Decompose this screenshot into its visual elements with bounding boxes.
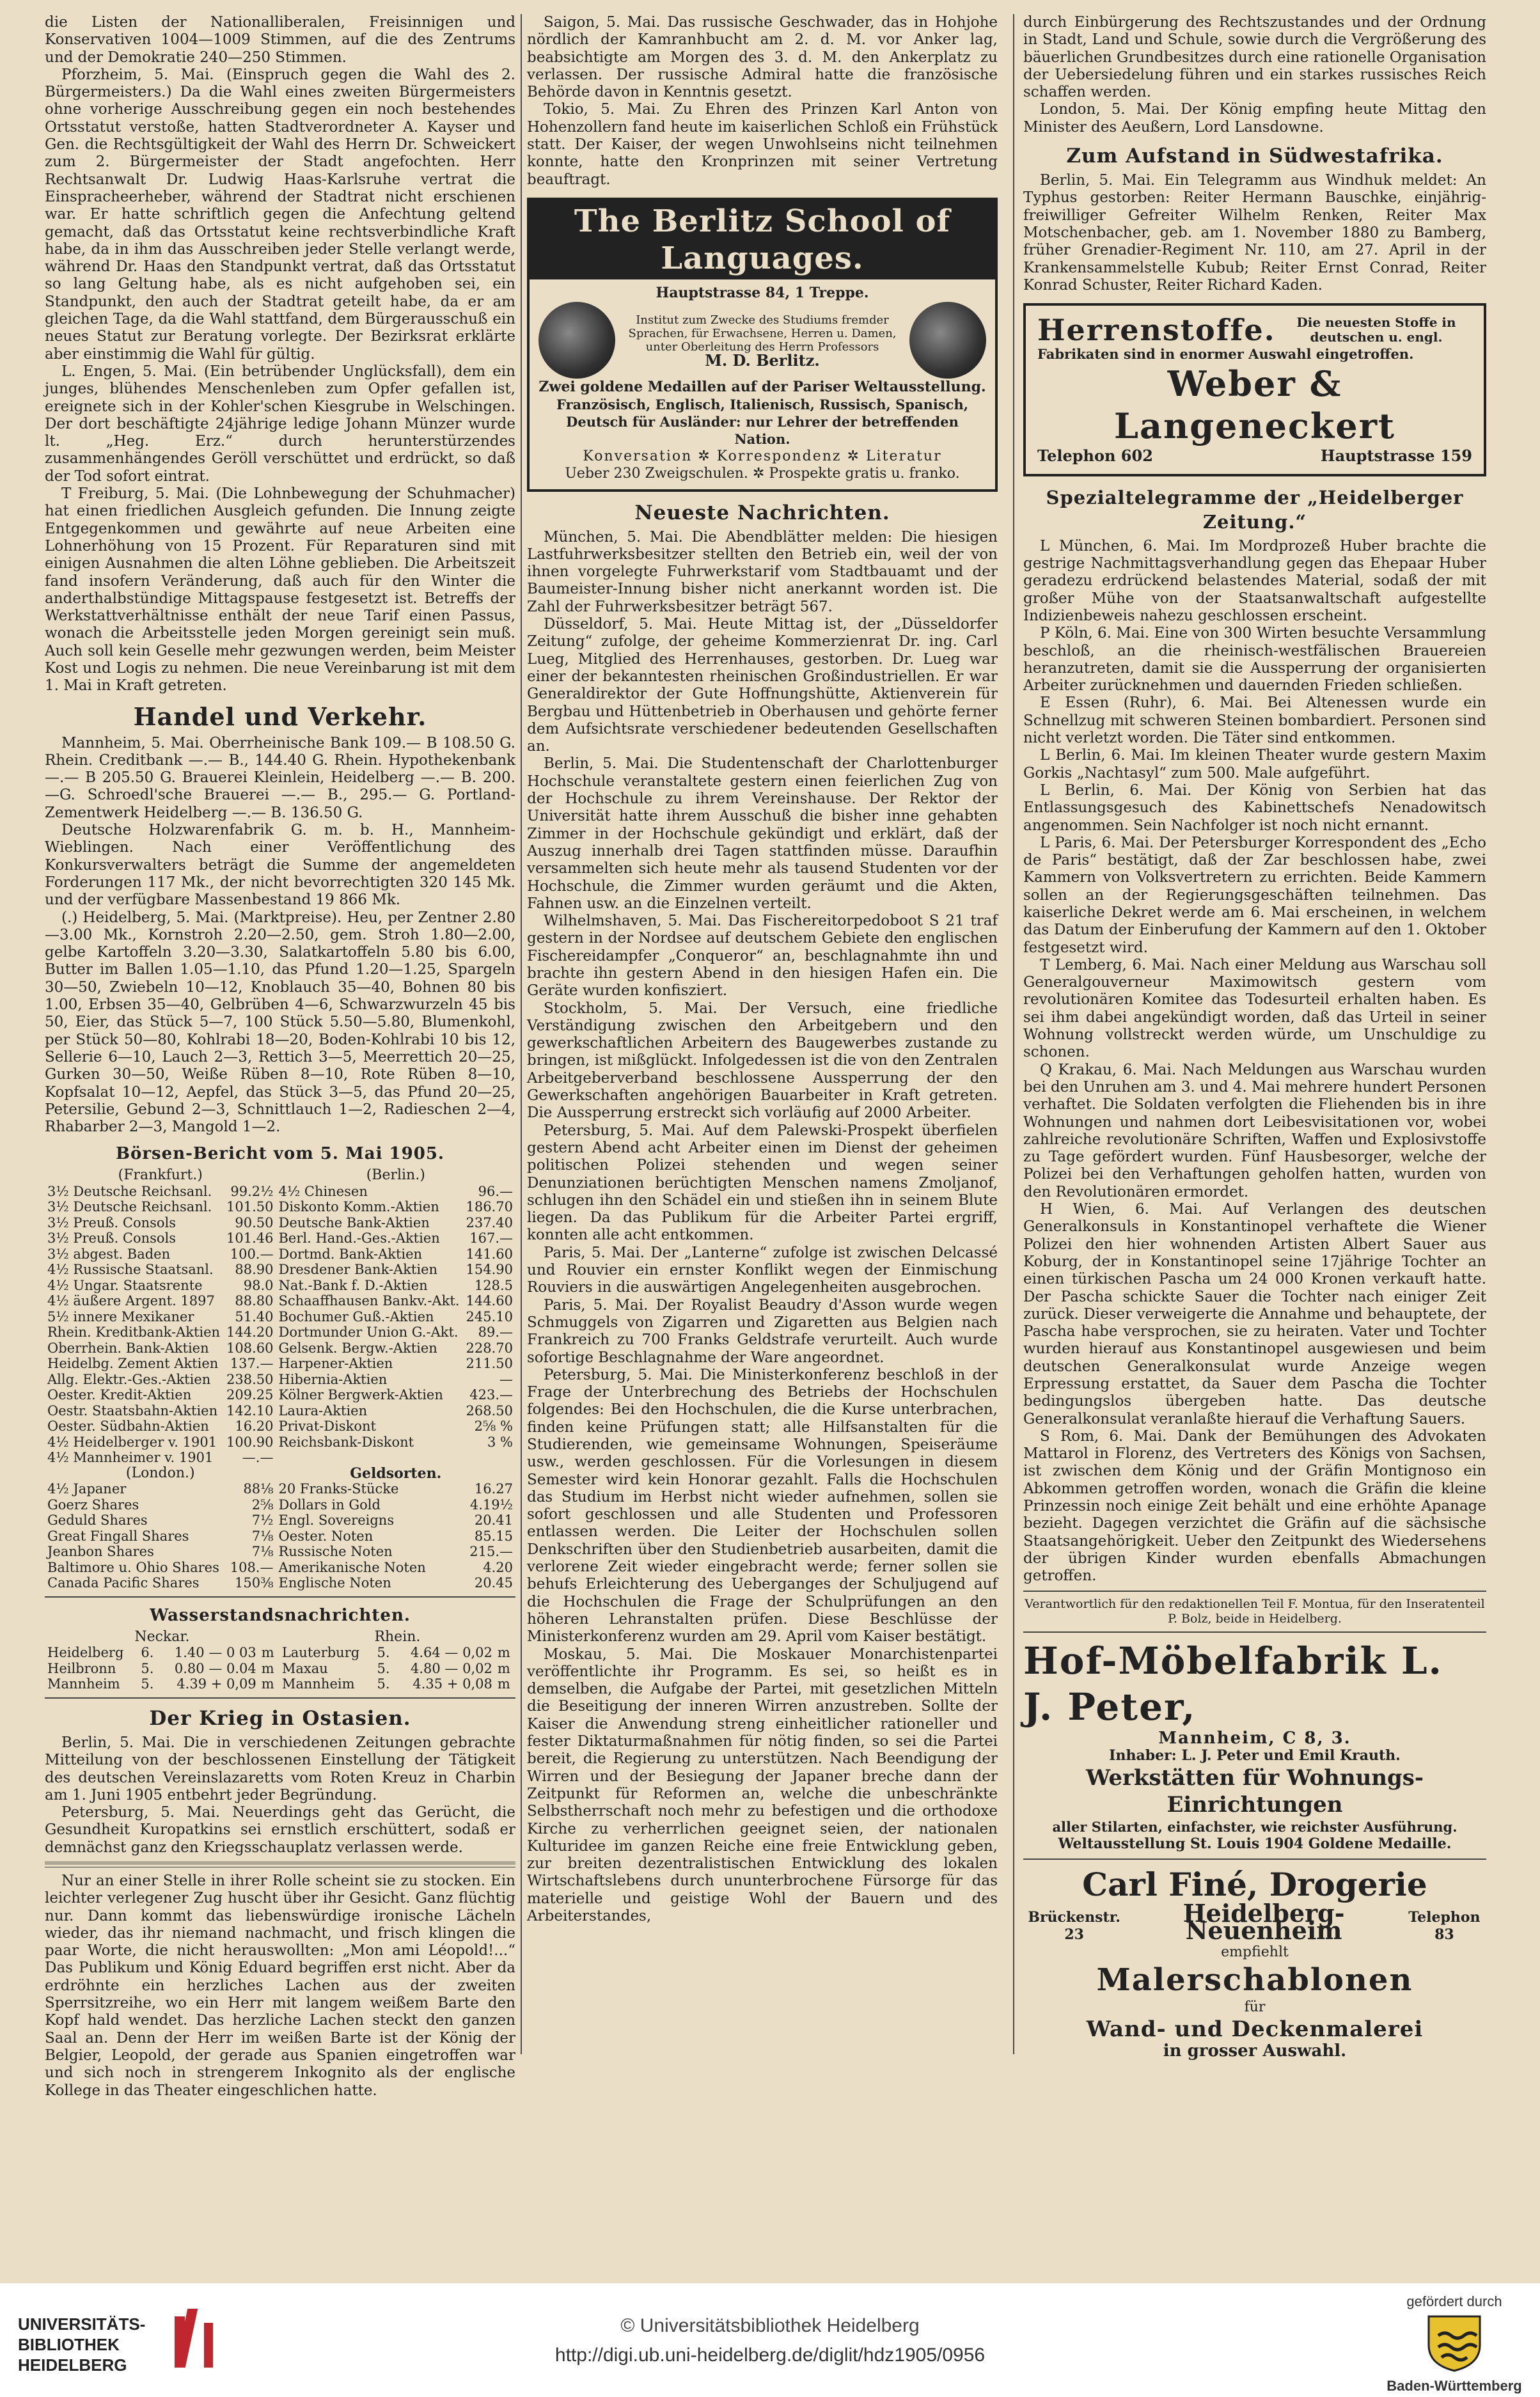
article-stockholm: Stockholm, 5. Mai. Der Versuch, eine friedliche Verständigung zwischen den Arbeitgebern und den gewerkschaftlichen Arbeitern des Baugewerbes zustande zu bringen, ist mißglückt. Infolgedessen ist die von den Zentralen Arbeitgeberverband beschlossene Aussperrung der den Gewerkschaften angehörigen Bauarbeiter in Kraft getreten. Die Aussperrung erstreckt sich vorläufig auf 2000 Arbeiter.: [527, 1000, 998, 1122]
quote-value: 20.45: [474, 1575, 513, 1591]
feuilleton-text: Nur an einer Stelle in ihrer Rolle scheint sie zu stocken. Ein leichter verlegener Zug huscht über ihr Gesicht. Ganz flüchtig nur. Dann kommt das liebenswürdige ironische Lächeln wieder, das ihr niemand nachmacht, und frisch klingen die paar Worte, die nicht herauswollten: „Mon ami Léopold!...“ Das Publikum und König Eduard begriffen erst nicht. Aber da erdröhnte ein herzliches Lachen aus der zweiten Sperrsitzreihe, wo ein Herr mit langem weißem Barte den Kopf hald wendet. Das herzliche Lachen steckt den ganzen Saal an. Denn der Herr im weißen Barte ist der König der Belgier, Leopold, der gerade aus Spanien eingetroffen war und sich noch in strengerem Inkognito als der englische Kollege in das Theater eingeschlichen hatte.: [45, 1872, 515, 2099]
ad-schools: Ueber 230 Zweigschulen. ✲ Prospekte gratis u. franko.: [565, 466, 960, 482]
ad-auswahl: in grosser Auswahl.: [1163, 2041, 1347, 2061]
article-lemberg: T Lemberg, 6. Mai. Nach einer Meldung aus Warschau soll Generalgouverneur Maximowitsch gestern vom revolutionären Komitee das Todesurteil erhalten haben. Es sei ihm dabei angekündigt worden, daß das Urteil in seiner Wohnung vollstreckt werden würde, um Unschuldige zu schonen.: [1023, 956, 1486, 1061]
article-saigon: Saigon, 5. Mai. Das russische Geschwader, das in Hohjohe nördlich der Kamranhbucht am 2. d. M. vor Anker lag, beabsichtigte am Morgen des 3. d. M. den Ankerplatz zu verlassen. Der russische Admiral hatte die französische Behörde davon in Kenntnis gesetzt.: [527, 14, 998, 101]
ad-title: Carl Finé, Drogerie: [1082, 1865, 1427, 1903]
security-name: Diskonto Komm.-Aktien: [278, 1199, 439, 1215]
quote-value: 4.20: [483, 1559, 513, 1575]
quote-value: 88⅛: [243, 1481, 274, 1497]
gauge-date: 5.: [141, 1676, 154, 1692]
gauge-date: 5.: [377, 1676, 390, 1692]
quote-value: [463, 1450, 515, 1466]
column-right: [1023, 14, 1486, 2060]
gauge-station: Heidelberg: [47, 1645, 124, 1661]
permalink[interactable]: http://digi.ub.uni-heidelberg.de/diglit/hdz1905/0956: [554, 2345, 986, 2366]
currency-name: Englische Noten: [278, 1575, 391, 1591]
logo-line: HEIDELBERG: [18, 2355, 127, 2375]
funded-by-text: gefördert durch: [1406, 2293, 1502, 2309]
section-heading-spezial: Spezialtelegramme der „Heidelberger Zeitung.“: [1046, 486, 1464, 533]
gauge-date: 5.: [377, 1660, 390, 1676]
quote-value: 98.0: [243, 1277, 274, 1293]
article-mannheim-boerse: Mannheim, 5. Mai. Oberrheinische Bank 109.— B 108.50 G. Rhein. Creditbank —.— B., 144.40 G. Rhein. Hypothekenbank —.— B 205.50 G. Brauerei Kleinlein, Heidelberg —.— B. 200.—G. Schroedl'sche Brauerei —.— B., 295.— G. Portland-Zementwerk Heidelberg —.— B. 136.50 G.: [45, 734, 515, 821]
article-holzwarenfabrik: Deutsche Holzwarenfabrik G. m. b. H., Mannheim-Wieblingen. Nach einer Veröffentlichung des Konkursverwalters beträgt die Summe der angemeldeten Forderungen 117 Mk., der nicht bevorrechtigten 320 145 Mk. und der verfügbare Massenbestand 19 866 Mk.: [45, 822, 515, 909]
security-name: Bochumer Guß.-Aktien: [278, 1309, 434, 1324]
column-middle: [527, 14, 998, 1925]
ad-wand: Wand- und Deckenmalerei: [1086, 2016, 1424, 2042]
security-name: Geduld Shares: [47, 1513, 148, 1529]
ad-title: Hof-Möbelfabrik L. J. Peter,: [1023, 1639, 1443, 1729]
ad-medal-row: [538, 302, 986, 379]
quote-value: 238.50: [226, 1371, 274, 1387]
article-text: durch Einbürgerung des Rechtszustandes und der Ordnung in Stadt, Land und Schule, sowie durch die Vergrößerung des bäuerlichen Grundbesitzes durch eine rationelle Organisation der Uebersiedelung führen und ein starkes russisches Reich schaffen werden.: [1023, 14, 1486, 101]
security-name: Kölner Bergwerk-Aktien: [278, 1387, 443, 1403]
security-name: Canada Pacific Shares: [47, 1575, 200, 1591]
ad-address-row: [1023, 1898, 1486, 1945]
security-name: Oberrhein. Bank-Aktien: [47, 1340, 209, 1356]
table-subheading: (Frankfurt.): [118, 1167, 203, 1184]
quote-value: 128.5: [474, 1277, 513, 1293]
gauge-unit: m: [497, 1676, 510, 1692]
ad-firm-name: Weber & Langeneckert: [1114, 363, 1395, 447]
currency-name: Russische Noten: [278, 1544, 393, 1560]
security-name: 4½ Chinesen: [278, 1183, 368, 1199]
gauge-unit: m: [497, 1660, 510, 1676]
security-name: Harpener-Aktien: [278, 1356, 393, 1372]
article-berlin-studenten: Berlin, 5. Mai. Die Studentenschaft der Charlottenburger Hochschule veranstaltete gestern einen feierlichen Zug von der Hochschule zu ihrem Vereinshause. Der Rektor der Universität hatte ihrem Ausschuß die bisher inne gehabten Zimmer in der Hochschule gekündigt und erklärt, daß der Auszug innerhalb drei Tagen stattfinden müsse. Daraufhin versammelten sich heute mehr als tausend Studenten vor der Hochschule, die Zimmer wurden geräumt und die Akten, Fahnen usw. an die Einzelnen verteilt.: [527, 755, 998, 912]
quote-value: —: [499, 1371, 513, 1387]
gauge-level: 4.39 + 0,09: [177, 1676, 256, 1692]
table-subheading: Neckar.: [134, 1628, 190, 1645]
security-name: 3½ Deutsche Reichsanl.: [47, 1199, 212, 1215]
ad-fuer: für: [1244, 1999, 1266, 2015]
quote-value: 99.2½: [230, 1183, 274, 1199]
table-row: [45, 1529, 515, 1544]
article-heidelberg-marktpreise: (.) Heidelberg, 5. Mai. (Marktpreise). Heu, per Zentner 2.80—3.00 Mk., Kornstroh 2.20—2.50, gem. Stroh 1.80—2.00, gelbe Kartoffeln 3.20—3.30, Salatkartoffeln 5.80 bis 6.00, Butter im Ballen 1.05—1.10, das Pfund 1.20—1.25, Spargeln 30—50, Zwiebeln 10—12, Knoblauch 35—40, Bohnen 80 bis 1.00, Erbsen 35—40, Gelbrüben 4—6, Schwarzwurzeln 45 bis 50, Eier, das Stück 5—7, 100 Stück 5.50—5.80, Blumenkohl, per Stück 50—80, Kohlrabi 18—20, Boden-Kohlrabi 10 bis 12, Sellerie 6—10, Lauch 2—3, Rettich 3—5, Meerrettich 20—25, Gurken 30—50, Weiße Rüben 8—10, Rote Rüben 8—10, Kopfsalat 10—12, Aepfel, das Stück 3—5, das Pfund 20—25, Petersilie, Gebund 2—3, Schnittlauch 1—2, Radieschen 2—4, Rhabarber 2—3, Mangold 1—2.: [45, 909, 515, 1136]
quote-value: 7⅛: [251, 1544, 274, 1560]
gauge-level: 0.80 — 0.04: [174, 1660, 256, 1676]
article-koeln: P Köln, 6. Mai. Eine von 300 Wirten besuchte Versammlung beschloß, an die rheinisch-westfälischen Brauereien heranzutreten, damit sie die Aussperrung der organisierten Arbeiter zurücknehmen und dauernden Frieden schließen.: [1023, 625, 1486, 695]
ad-telephone: Telephon 602: [1037, 446, 1153, 466]
ad-styles: aller Stilarten, einfachster, wie reichster Ausführung.: [1052, 1819, 1458, 1835]
table-row: [45, 1481, 515, 1497]
quote-value: 141.60: [466, 1246, 513, 1262]
quote-value: 2⅝: [251, 1497, 274, 1513]
security-name: 3½ Preuß. Consols: [47, 1214, 177, 1230]
ad-city: Mannheim, C 8, 3.: [1158, 1728, 1351, 1748]
ad-title: The Berlitz School of Languages.: [530, 200, 995, 279]
article-tokio: Tokio, 5. Mai. Zu Ehren des Prinzen Karl Anton von Hohenzollern fand heute im kaiserlichen Schloß ein Frühstück statt. Der Kaiser, der wegen Unwohlseins nicht teilnehmen konnte, hatte den Kronprinzen mit seiner Vertretung beauftragt.: [527, 101, 998, 188]
gauge-level: 4.80 — 0,02: [410, 1660, 492, 1676]
article-essen: E Essen (Ruhr), 6. Mai. Bei Altenessen wurde ein Schnellzug mit schweren Steinen bombardiert. Personen sind nicht verletzt worden. Die Täter sind entkommen.: [1023, 695, 1486, 747]
security-name: 4½ Heidelberger v. 1901: [47, 1434, 217, 1450]
table-row: [45, 1199, 515, 1215]
ad-street: Hauptstrasse 159: [1320, 446, 1472, 466]
table-row: [45, 1184, 515, 1200]
security-name: 4½ Russische Staatsanl.: [47, 1262, 214, 1278]
ad-owner: Inhaber: L. J. Peter und Emil Krauth.: [1109, 1747, 1401, 1764]
quote-value: 51.40: [235, 1309, 274, 1324]
section-heading-neueste: Neueste Nachrichten.: [634, 501, 890, 524]
security-name: 4½ äußere Argent. 1897: [47, 1293, 215, 1309]
gauge-station: Heilbronn: [47, 1660, 116, 1676]
currency-name: Dollars in Gold: [278, 1497, 381, 1513]
gauge-level: 4.64 — 0,02: [410, 1645, 492, 1661]
article-berlin: Berlin, 5. Mai. Die in verschiedenen Zeitungen gebrachte Mitteilung von der beschlossenen Einstellung der Tätigkeit des deutschen Vereinslazaretts vom Roten Kreuz in Charbin am 1. Juni 1905 entbehrt jeder Begründung.: [45, 1734, 515, 1804]
column-left: [45, 14, 515, 2100]
currency-name: Engl. Sovereigns: [278, 1513, 395, 1529]
ad-side-text: Die neuesten Stoffe in deutschen u. engl.: [1296, 315, 1456, 345]
ad-medals: Zwei goldene Medaillen auf der Pariser Weltausstellung.: [538, 378, 986, 395]
ad-product: Malerschablonen: [1096, 1961, 1413, 1998]
security-name: Deutsche Bank-Aktien: [278, 1214, 430, 1230]
table-row: [45, 1403, 515, 1419]
funding-block: [1384, 2293, 1525, 2394]
section-heading-wasser: Wasserstandsnachrichten.: [150, 1605, 411, 1625]
quote-value: 89.—: [478, 1324, 513, 1340]
logo-line: UNIVERSITÄTS-: [18, 2314, 146, 2334]
gauge-date: 6.: [141, 1645, 154, 1661]
security-name: [276, 1450, 463, 1466]
security-name: 3½ Deutsche Reichsanl.: [47, 1183, 212, 1199]
ad-workshops: Werkstätten für Wohnungs-Einrichtungen: [1085, 1765, 1424, 1818]
responsible-editor-line: Verantwortlich für den redaktionellen Teil F. Montua, für den Inseratenteil P. Bolz, beide in Heidelberg.: [1025, 1596, 1485, 1626]
ad-name: M. D. Berlitz.: [705, 350, 820, 370]
ad-drogerie: [1023, 1865, 1486, 2060]
copyright-text: © Universitätsbibliothek Heidelberg: [620, 2315, 920, 2336]
security-name: Dresdener Bank-Aktien: [278, 1262, 438, 1278]
ad-conversation: Konversation ✲ Korrespondenz ✲ Literatur: [583, 448, 942, 464]
table-row: [45, 1309, 515, 1325]
article-muenchen: München, 5. Mai. Die Abendblätter melden: Die hiesigen Lastfuhrwerksbesitzer stellten den Betrieb ein, weil der von ihnen vorgelegte Fuhrwerkstarif vom Stadtbauamt und der Baumeister-Innung bisher nicht anerkannt worden ist. Die Zahl der Fuhrwerksbesitzer beträgt 567.: [527, 528, 998, 615]
ad-city: Heidelberg-Neuenheim: [1182, 1898, 1345, 1945]
security-name: Hibernia-Aktien: [278, 1371, 388, 1387]
quote-value: 16.20: [235, 1419, 274, 1434]
ad-expo: Weltausstellung St. Louis 1904 Goldene Medaille.: [1058, 1835, 1452, 1853]
quote-value: 100.90: [226, 1434, 274, 1450]
article-petersburg: Petersburg, 5. Mai. Neuerdings geht das Gerücht, die Gesundheit Kuropatkins sei ernstlich erschüttert, sodaß er demnächst ganz den Kriegsschauplatz verlassen werde.: [45, 1804, 515, 1856]
ad-title: Herrenstoffe.: [1037, 313, 1276, 348]
quote-value: 245.10: [466, 1309, 513, 1324]
section-heading-aufstand: Zum Aufstand in Südwestafrika.: [1066, 145, 1443, 168]
quote-value: 228.70: [466, 1340, 513, 1356]
quote-value: 167.—: [469, 1230, 513, 1246]
table-row: [45, 1676, 515, 1692]
article-windhuk: Berlin, 5. Mai. Ein Telegramm aus Windhuk meldet: An Typhus gestorben: Reiter Hermann Bauschke, einjährig-freiwilliger Gefreiter Wilhelm Renken, Reiter Max Motschenbacher, geb. am 1. November 1880 zu Bamberg, früher Grenadier-Regiment Nr. 110, am 27. April in der Krankensammelstelle Kubub; Reiter Ernst Conrad, Reiter Konrad Schuster, Reiter Richard Kaden.: [1023, 172, 1486, 294]
ad-moebelfabrik: [1023, 1638, 1486, 1853]
quote-value: 142.10: [226, 1403, 274, 1419]
quote-value: 2⅝ %: [474, 1419, 513, 1434]
quote-value: 108.60: [226, 1340, 274, 1356]
library-footer: [0, 2283, 1540, 2397]
gauge-level: 1.40 — 0 03: [174, 1645, 256, 1661]
security-name: 4½ Ungar. Staatsrente: [47, 1277, 203, 1293]
article-wilhelmshaven: Wilhelmshaven, 5. Mai. Das Fischereitorpedoboot S 21 traf gestern in der Nordsee auf deutschem Gebiete den englischen Fischereidampfer „Conqueror“ an, beschlagnahmte ihn und brachte ihn gestern Abend in den hiesigen Hafen ein. Die Geräte wurden konfisziert.: [527, 913, 998, 1000]
security-name: 3½ abgest. Baden: [47, 1246, 171, 1262]
security-name: Berl. Hand.-Ges.-Aktien: [278, 1230, 440, 1246]
security-name: Rhein. Kreditbank-Aktien: [47, 1324, 221, 1340]
gauge-date: 5.: [377, 1645, 390, 1661]
quote-value: 7⅛: [251, 1528, 274, 1544]
ad-herrenstoffe: [1023, 303, 1486, 476]
gauge-unit: m: [261, 1645, 274, 1661]
gauge-unit: m: [497, 1645, 510, 1661]
ad-telephone: Telephon 83: [1408, 1908, 1481, 1944]
article-petersburg-minister: Petersburg, 5. Mai. Die Ministerkonferenz beschloß in der Frage der Unterbrechung des Betriebs der Hochschulen folgendes: Bei den Hochschulen, die die Kurse unterbrachen, finden keine Prüfungen statt; alle Hilfsanstalten für die Studierenden, wie gemeinsame Wohnungen, Speiseräume usw., werden geschlossen. Für die Vorlesungen in diesem Semester wird kein Honorar gezahlt. Falls die Hochschulen das Studium im Herbst nicht wieder aufnehmen, sollen sie sofort geschlossen und alle Studenten und Professoren entlassen werden. Die Leiter der Hochschulen sollen Denkschriften über den Studienbetrieb ausarbeiten, damit die verlorene Zeit wieder eingebracht werde; ferner sollen sie behufs Erleichterung des Ueberganges der Schuljugend auf die Hochschulen die Frage der Schulprüfungen an den höheren Lehranstalten prüfen. Diese Beschlüsse der Ministerkonferenz wurden am 29. April vom Kaiser bestätigt.: [527, 1366, 998, 1646]
water-level-table: [45, 1630, 515, 1692]
table-row: [45, 1513, 515, 1529]
stock-table: [45, 1168, 515, 1591]
quote-value: 211.50: [466, 1356, 513, 1372]
quote-value: 16.27: [474, 1481, 513, 1497]
currency-name: Amerikanische Noten: [278, 1559, 426, 1575]
table-row: [45, 1262, 515, 1278]
table-row: [45, 1278, 515, 1294]
gauge-station: Maxau: [281, 1660, 328, 1676]
ad-street: Brückenstr. 23: [1028, 1908, 1120, 1944]
quote-value: 100.—: [230, 1246, 274, 1262]
quote-value: 7½: [251, 1513, 274, 1529]
security-name: Schaaffhausen Bankv.-Akt.: [278, 1293, 460, 1309]
article-petersburg: Petersburg, 5. Mai. Auf dem Palewski-Prospekt überfielen gestern Abend acht Arbeiter einen im Dienst der geheimen politischen Polizei stehenden und wegen seiner Denunziationen berüchtigten Menschen namens Zmoljanof, schlugen ihn den Schädel ein und stießen ihn in seinem Blute liegen. Da das Publikum für die Arbeiter Partei ergriff, konnten alle acht entkommen.: [527, 1122, 998, 1244]
table-row: [45, 1246, 515, 1262]
security-name: Great Fingall Shares: [47, 1528, 189, 1544]
security-name: Goerz Shares: [47, 1497, 139, 1513]
security-name: Heidelbg. Zement Aktien: [47, 1356, 219, 1372]
quote-value: 20.41: [474, 1513, 513, 1529]
table-row: [45, 1544, 515, 1560]
table-row: [45, 1324, 515, 1340]
quote-value: —.—: [242, 1450, 274, 1466]
article-paris-royalist: Paris, 5. Mai. Der Royalist Beaudry d'Asson wurde wegen Schmuggels von Zigarren und Zigaretten aus Belgien nach Frankreich zu 700 Franks Geldstrafe verurteilt. Auch wurde sofortige Beschlagnahme der Ware angeordnet.: [527, 1296, 998, 1366]
ad-contact-row: [1037, 447, 1472, 464]
column-rule: [521, 14, 522, 2054]
gauge-station: Lauterburg: [281, 1645, 360, 1661]
quote-value: 96.—: [478, 1183, 513, 1199]
quote-value: 101.46: [226, 1230, 274, 1246]
article-berlin-serbien: L Berlin, 6. Mai. Der König von Serbien hat das Entlassungsgesuch des Kabinettschefs Nenadowitsch angenommen. Sein Nachfolger ist noch nicht ernannt.: [1023, 782, 1486, 834]
article-berlin-theater: L Berlin, 6. Mai. Im kleinen Theater wurde gestern Maxim Gorkis „Nachtasyl“ zum 500. Male aufgeführt.: [1023, 747, 1486, 782]
table-subheading: Geldsorten.: [350, 1465, 442, 1482]
quote-value: 209.25: [226, 1387, 274, 1403]
ad-address: Hauptstrasse 84, 1 Treppe.: [656, 284, 869, 301]
security-name: Oester. Kredit-Aktien: [47, 1387, 192, 1403]
table-subheading: (London.): [125, 1465, 195, 1481]
ad-fabrikaten: Fabrikaten sind in enormer Auswahl eingetroffen.: [1037, 346, 1414, 363]
quote-value: 237.40: [466, 1214, 513, 1230]
table-row: [45, 1387, 515, 1403]
ad-institute-text: [628, 313, 897, 370]
security-name: Dortmd. Bank-Aktien: [278, 1246, 423, 1262]
gold-medal-icon: [538, 302, 615, 379]
column-rule: [1013, 14, 1014, 2054]
quote-value: 4.19½: [469, 1497, 513, 1513]
article-moskau: Moskau, 5. Mai. Die Moskauer Monarchistenpartei veröffentlichte ihr Programm. Es sei, so heißt es in demselben, die Aufgabe der Partei, mit gesetzlichen Mitteln die Beseitigung der inneren Wirren anzustreben. Sollte der Kaiser die Anwendung streng einheitlicher rationeller und fester Diktaturmaßnahmen für nötig finden, so sei die Partei bereit, die Regierung zu unterstützen. Nach Beendigung der Wirren und der Besiegung der Japaner breche dann der Zeitpunkt für Reformen an, welche die unbeschränkte Selbstherrschaft noch mehr zu befestigen und die orthodoxe Kirche zu verherrlichen geeignet seien, der nationalen Kulturidee im ganzen Reiche eine freie Entwicklung geben, zur breiten dezentralistischen Entwicklung des lokalen Wirtschaftslebens durch ununterbrochene Fürsorge für das materielle und geistige Wohl der Bauern und des Arbeiterstandes,: [527, 1646, 998, 1925]
security-name: Oestr. Staatsbahn-Aktien: [47, 1403, 218, 1419]
table-row: [45, 1230, 515, 1246]
currency-name: 20 Franks-Stücke: [278, 1481, 399, 1497]
security-name: Baltimore u. Ohio Shares: [47, 1559, 219, 1575]
security-name: Reichsbank-Diskont: [278, 1434, 414, 1450]
table-row: [45, 1575, 515, 1591]
security-name: Allg. Elektr.-Ges.-Aktien: [47, 1371, 211, 1387]
ad-languages: Französisch, Englisch, Italienisch, Russisch, Spanisch, Deutsch für Ausländer: nur Lehrer der betreffenden Nation.: [556, 396, 969, 447]
ad-berlitz: [527, 198, 998, 492]
article-london: London, 5. Mai. Der König empfing heute Mittag den Minister des Aeußern, Lord Lansdowne.: [1023, 101, 1486, 136]
ad-empfiehlt: empfiehlt: [1221, 1944, 1289, 1961]
security-name: 4½ Japaner: [47, 1481, 127, 1497]
security-name: 4½ Mannheimer v. 1901: [47, 1450, 214, 1466]
article-engen: L. Engen, 5. Mai. (Ein betrübender Unglücksfall), dem ein junges, blühendes Menschenleben zum Opfer gefallen ist, ereignete sich in der Kohler'schen Kiesgrube in Welschingen. Der dort beschäftigte 24jährige ledige Johann Münzer wurde lt. „Heg. Erz.“ durch herunterstürzendes zusammenhängendes Geröll verschüttet und erdrückt, so daß der Tod sofort eintrat.: [45, 363, 515, 485]
article-muenchen-mordprozess: L München, 6. Mai. Im Mordprozeß Huber brachte die gestrige Nachmittagsverhandlung gegen das Ehepaar Huber geradezu erdrückend belastendes Material, sodaß der mit großer Mühe von der Staatsanwaltschaft aufgestellte Indizienbeweis nahezu geschlossen erscheint.: [1023, 537, 1486, 624]
quote-value: 3 %: [487, 1434, 513, 1450]
table-row: [45, 1450, 515, 1466]
table-row: [45, 1215, 515, 1231]
gold-medal-icon: [909, 302, 986, 379]
security-name: Dortmunder Union G.-Akt.: [278, 1324, 459, 1340]
gauge-station: Mannheim: [281, 1676, 355, 1692]
quote-value: 268.50: [466, 1403, 513, 1419]
state-name: Baden-Württemberg: [1387, 2378, 1522, 2394]
gauge-station: Mannheim: [47, 1676, 120, 1692]
quote-value: 144.60: [466, 1293, 513, 1309]
logo-line: BIBLIOTHEK: [18, 2335, 120, 2354]
ad-institute: Institut zum Zwecke des Studiums fremder Sprachen, für Erwachsene, Herren u. Damen, unter Oberleitung des Herrn Professors: [628, 313, 897, 354]
quote-value: 101.50: [226, 1199, 274, 1215]
article-paris-lanterne: Paris, 5. Mai. Der „Lanterne“ zufolge ist zwischen Delcassé und Rouvier ein ernster Konflikt wegen der Einmischung Rouviers in die auswärtigen Angelegenheiten ausgebrochen.: [527, 1244, 998, 1296]
security-name: Nat.-Bank f. D.-Aktien: [278, 1277, 428, 1293]
gauge-unit: m: [261, 1660, 274, 1676]
quote-value: 137.—: [230, 1356, 274, 1372]
article-rom: S Rom, 6. Mai. Dank der Bemühungen des Advokaten Mattarol in Florenz, des Vertreters des Königs von Sachsen, ist zwischen dem König und der Gräfin Montignoso ein Abkommen getroffen worden, wonach die Gräfin die kleine Prinzessin noch einige Zeit behält und eine erhöhte Apanage bezieht. Dagegen verzichtet die Gräfin auf die sächsische Staatsangehörigkeit. Ueber den Zeitpunkt des Wiedersehens der übrigen Kinder wurden ebenfalls Abmachungen getroffen.: [1023, 1427, 1486, 1585]
quote-value: 186.70: [466, 1199, 513, 1215]
quote-value: 85.15: [474, 1528, 513, 1544]
security-name: Privat-Diskont: [278, 1419, 376, 1434]
table-row: [45, 1419, 515, 1434]
security-name: Jeanbon Shares: [47, 1544, 154, 1560]
article-text: die Listen der Nationalliberalen, Freisinnigen und Konservativen 1004—1009 Stimmen, auf die des Zentrums und der Demokratie 240—250 Stimmen.: [45, 14, 515, 66]
quote-value: 144.20: [226, 1324, 274, 1340]
currency-name: Oester. Noten: [278, 1528, 373, 1544]
table-row: [45, 1560, 515, 1576]
table-row: [45, 1293, 515, 1309]
table-subheading: Rhein.: [374, 1628, 421, 1645]
quote-value: 150⅜: [235, 1575, 274, 1591]
quote-value: 423.—: [469, 1387, 513, 1403]
article-krakau: Q Krakau, 6. Mai. Nach Meldungen aus Warschau wurden bei den Unruhen am 3. und 4. Mai mehrere hundert Personen verhaftet. Die Soldaten verfolgten die Fliehenden bis in ihre Wohnungen und nahmen dort Leibesvisitationen vor, wobei zahlreiche revolutionäre Schriften, Waffen und Explosivstoffe zu Tage gefördert wurden. Fünf Hausbesorger, welche der Polizei bei den Verhaftungen geholfen hatten, wurden von den Revolutionären ermordet.: [1023, 1061, 1486, 1200]
section-heading-krieg: Der Krieg in Ostasien.: [149, 1706, 411, 1730]
table-row: [45, 1434, 515, 1450]
quote-value: 90.50: [235, 1214, 274, 1230]
quote-value: 88.90: [235, 1262, 274, 1278]
security-name: Gelsenk. Bergw.-Aktien: [278, 1340, 437, 1356]
table-row: [45, 1340, 515, 1356]
quote-value: 154.90: [466, 1262, 513, 1278]
gauge-unit: m: [261, 1676, 274, 1692]
gauge-date: 5.: [141, 1660, 154, 1676]
coat-of-arms-icon: [1416, 2310, 1493, 2374]
table-row: [45, 1372, 515, 1388]
security-name: 5½ innere Mexikaner: [47, 1309, 194, 1324]
article-freiburg: T Freiburg, 5. Mai. (Die Lohnbewegung der Schuhmacher) hat einen friedlichen Ausgleich gefunden. Die Innung zeigte Entgegenkommen und gewährte auf neue Arbeiten eine Lohnerhöhung von 15 Prozent. Für Reparaturen sind mit einigen Ausnahmen die alten Löhne geblieben. Die Arbeitszeit fand insofern Veränderung, daß auch für den Winter die anderthalbstündige Mittagspause festgesetzt ist. Betreffs der Werkstattverhältnisse enthält der neue Tarif einen Passus, wonach die Arbeitsstelle jeden Morgen gereinigt sein muß. Auch soll kein Geselle mehr gezwungen werden, beim Meister Kost und Logis zu nehmen. Die neue Vereinbarung ist mit dem 1. Mai in Kraft getreten.: [45, 485, 515, 695]
section-heading-handel: Handel und Verkehr.: [133, 702, 427, 731]
quote-value: 215.—: [469, 1544, 513, 1560]
table-row: [45, 1497, 515, 1513]
table-row: [45, 1356, 515, 1372]
article-paris: L Paris, 6. Mai. Der Petersburger Korrespondent des „Echo de Paris“ bestätigt, daß der Zar beschlossen habe, zwei Kammern von Volksvertretern zu errichten. Beide Kammern sollen an der Regierungsgeschäften teilnehmen. Das kaiserliche Dekret werde am 6. Mai erscheinen, in welchem das Datum der Einberufung der Kammern auf den 1. Oktober festgesetzt wird.: [1023, 834, 1486, 956]
table-row: [45, 1661, 515, 1677]
article-duesseldorf: Düsseldorf, 5. Mai. Heute Mittag ist, der „Düsseldorfer Zeitung“ zufolge, der geheime Kommerzienrat Dr. ing. Carl Lueg, Mitglied des Herrenhauses, gestorben. Dr. Lueg war einer der bekanntesten rheinischen Großindustriellen. Er war Generaldirektor der Gute Hoffnungshütte, Aktienverein für Bergbau und Hüttenbetrieb in Oberhausen und gehörte ferner dem Aufsichtsrate verschiedener bedeutenden Gesellschaften an.: [527, 616, 998, 755]
section-heading-boerse: Börsen-Bericht vom 5. Mai 1905.: [116, 1144, 444, 1164]
article-wien: H Wien, 6. Mai. Auf Verlangen des deutschen Generalkonsuls in Konstantinopel verhaftete die Wiener Polizei den hier wohnenden Artisten Albert Sauer aus Koburg, der in Konstantinopel seine 17jährige Tochter an einen türkischen Pascha um 24 000 Kronen verkauft hatte. Der Pascha schickte Sauer die Tochter nach einiger Zeit zurück. Dieser verweigerte die Annahme und behauptete, der Pascha habe versprochen, sie zu heiraten. Vater und Tochter wurden hierauf aus Konstantinopel ausgewiesen und beim deutschen Generalkonsulat wurde Anzeige wegen Erpressung erstattet, da Sauer dem Pascha die Tochter bedingungslos übergeben hatte. Das deutsche Generalkonsulat veranlaßte hierauf die Verhaftung Sauers.: [1023, 1201, 1486, 1427]
article-pforzheim: Pforzheim, 5. Mai. (Einspruch gegen die Wahl des 2. Bürgermeisters.) Da die Wahl eines zweiten Bürgermeisters ohne vorherige Ausschreibung gegen ein noch bestehendes Ortsstatut verstoße, hatten Stadtverordneter A. Kayser und Gen. die Rechtsgültigkeit der Wahl des Herrn Dr. Schweickert zum 2. Bürgermeister der Stadt angefochten. Herr Rechtsanwalt Dr. Ludwig Haas-Karlsruhe vertrat die Einspracheerheber, während der Stadtrat nicht erschienen war. Er hatte schriftlich gegen die Anfechtung geltend gemacht, daß das Ortsstatut keine rechtsverbindliche Kraft habe, da in ihm das Ausschreiben jeder Stelle verlangt werde, während Dr. Haas den Standpunkt vertrat, daß das Ortsstatut so lang Geltung habe, als es nicht aufgehoben sei, ein Standpunkt, den auch der Stadtrat geteilt habe, da er am gleichen Tage, da die Wahl stattfand, dem Bürgerausschuß ein neues Statut zur Beratung vorlegte. Der Bezirksrat erklärte aber einstimmig die Wahl für gültig.: [45, 66, 515, 363]
security-name: 3½ Preuß. Consols: [47, 1230, 177, 1246]
table-row: [45, 1645, 515, 1661]
gauge-level: 4.35 + 0,08: [412, 1676, 492, 1692]
table-subheading: (Berlin.): [366, 1167, 425, 1184]
quote-value: 88.80: [235, 1293, 274, 1309]
security-name: Oester. Südbahn-Aktien: [47, 1419, 209, 1434]
quote-value: 108.—: [230, 1559, 274, 1575]
security-name: Laura-Aktien: [278, 1403, 368, 1419]
